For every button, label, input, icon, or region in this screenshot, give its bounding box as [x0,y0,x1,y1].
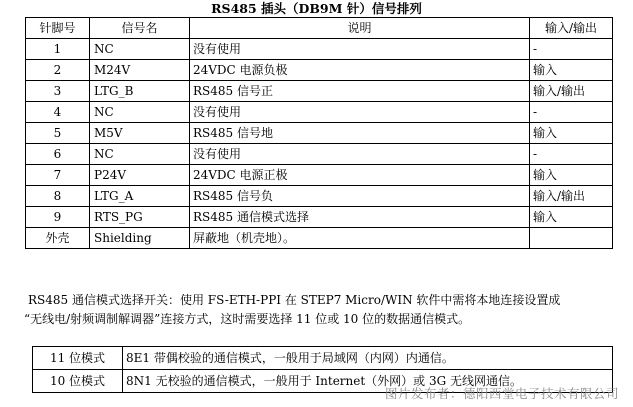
cell-signal: M5V [90,123,190,144]
table-row [26,39,613,60]
mode-description: 8N1 无校验的通信模式，一般用于 Internet（外网）或 3G 无线网通信。 [123,370,613,393]
cell-description: 没有使用 [190,102,530,123]
cell-description: 24VDC 电源负极 [190,60,530,81]
cell-pin: 8 [26,186,90,207]
table-row [26,186,613,207]
cell-pin: 外壳 [26,228,90,249]
cell-pin: 4 [26,102,90,123]
table-row [26,81,613,102]
cell-pin: 3 [26,81,90,102]
cell-io: - [530,102,613,123]
cell-signal: NC [90,102,190,123]
cell-io: 输入 [530,207,613,228]
cell-io: 输入 [530,165,613,186]
mode-switch-paragraph-line1: RS485 通信模式选择开关：使用 FS-ETH-PPI 在 STEP7 Micro/WIN 软件中需将本地连接设置成 [28,293,561,307]
cell-signal: RTS_PG [90,207,190,228]
cell-io: - [530,144,613,165]
mode-switch-paragraph-line2: “无线电/射频调制解调器”连接方式，这时需要选择 11 位或 10 位的数据通信模式。 [24,312,471,326]
table-row [26,207,613,228]
cell-description: RS485 信号地 [190,123,530,144]
cell-description: 没有使用 [190,144,530,165]
cell-io: 输入 [530,60,613,81]
table-header-row [26,18,613,39]
mode-name: 11 位模式 [33,347,123,370]
cell-description: 屏蔽地（机壳地）。 [190,228,530,249]
cell-pin: 2 [26,60,90,81]
cell-io: 输入 [530,123,613,144]
cell-io: 输入/输出 [530,81,613,102]
document-title: RS485 插头（DB9M 针）信号排列 [211,1,422,16]
header-pin: 针脚号 [26,18,90,39]
header-io: 输入/输出 [530,18,613,39]
cell-pin: 7 [26,165,90,186]
watermark-publisher: 图片发布者：德阳西堂电子技术有限公司 [384,386,619,401]
header-signal: 信号名 [90,18,190,39]
cell-io: 输入/输出 [530,186,613,207]
cell-pin: 1 [26,39,90,60]
cell-signal: M24V [90,60,190,81]
header-description: 说明 [190,18,530,39]
cell-signal: Shielding [90,228,190,249]
cell-signal: P24V [90,165,190,186]
cell-description: 24VDC 电源正极 [190,165,530,186]
cell-io: - [530,39,613,60]
cell-io [530,228,613,249]
cell-signal: LTG_B [90,81,190,102]
table-row [33,347,613,370]
cell-pin: 5 [26,123,90,144]
cell-pin: 6 [26,144,90,165]
table-row [26,165,613,186]
mode-name: 10 位模式 [33,370,123,393]
table-row [26,228,613,249]
table-row [26,144,613,165]
mode-description: 8E1 带偶校验的通信模式，一般用于局域网（内网）内通信。 [123,347,613,370]
cell-signal: NC [90,144,190,165]
cell-description: RS485 信号负 [190,186,530,207]
cell-signal: NC [90,39,190,60]
table-row [26,102,613,123]
cell-description: 没有使用 [190,39,530,60]
cell-description: RS485 通信模式选择 [190,207,530,228]
cell-description: RS485 信号正 [190,81,530,102]
table-row [26,123,613,144]
pin-assignment-table [25,17,613,249]
cell-pin: 9 [26,207,90,228]
cell-signal: LTG_A [90,186,190,207]
table-row [26,60,613,81]
